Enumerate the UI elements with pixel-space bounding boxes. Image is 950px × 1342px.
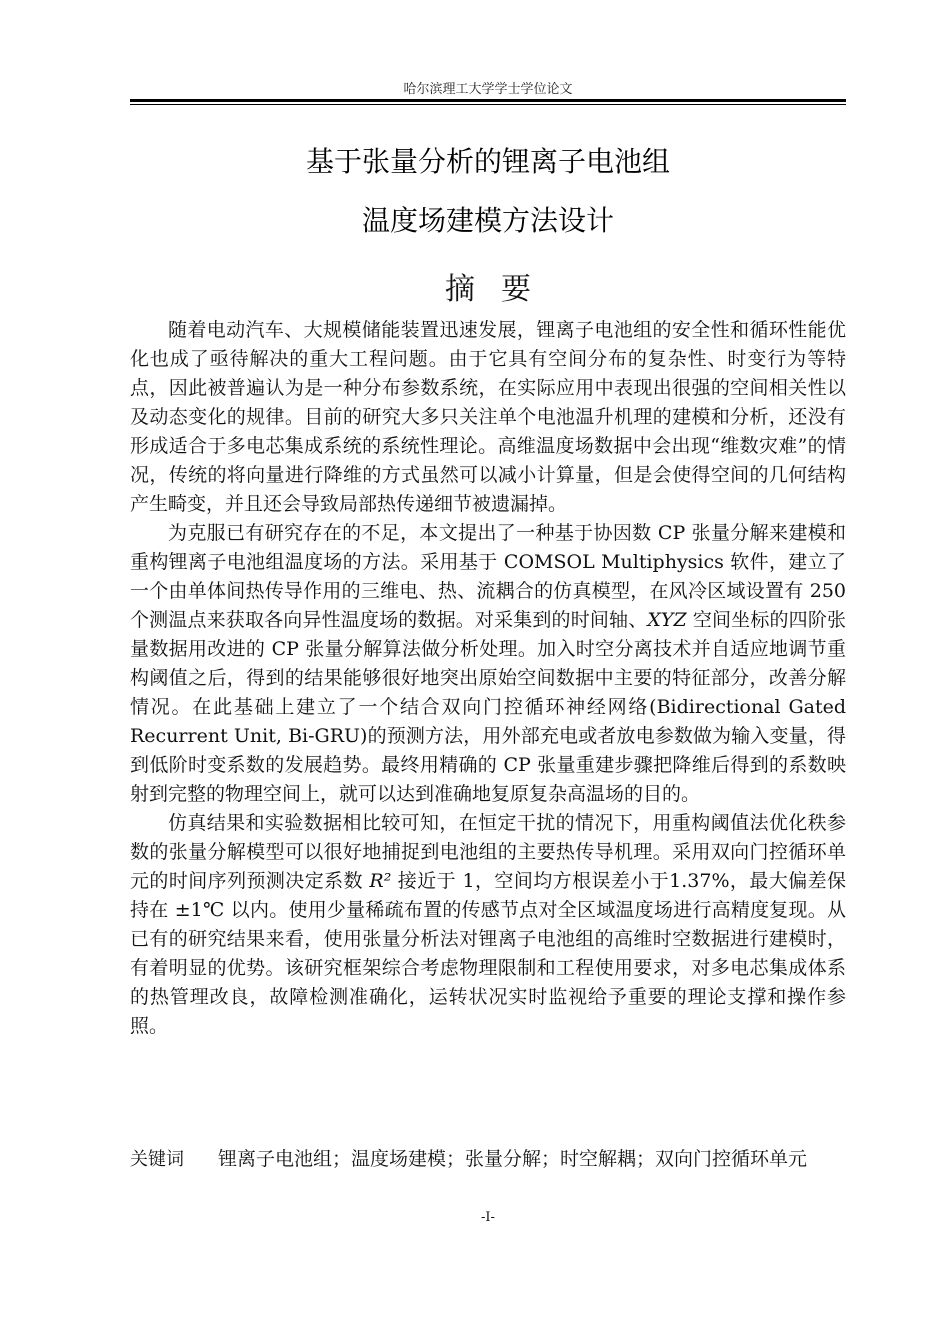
p3-text-d: 以内。使用少量稀疏布置的传感节点对全区域温度场进行高精度复现。从已有的研究结果来看，使用张量分析法对锂离子电池组的高维时空数据进行建模时，有着明显的优势。该研究框架综合考虑物理限制和工程使用要求，对多电芯集成体系的热管理改良，故障检测准确化，运转状况实时监视给予重要的理论支撑和操作参照。 — [130, 899, 846, 1037]
abstract-paragraph-3 — [130, 809, 846, 1041]
p3-text-b: 接近于 1，空间均方根误差小于 — [391, 870, 670, 892]
keywords-text: 锂离子电池组；温度场建模；张量分解；时空解耦；双向门控循环单元 — [218, 1148, 808, 1170]
abstract-heading: 摘要 — [445, 272, 557, 307]
running-header: 哈尔滨理工大学学士学位论文 — [403, 82, 573, 97]
keywords-label: 关键词 — [130, 1149, 184, 1170]
r-squared-math: R² — [369, 870, 392, 892]
abstract-paragraph-2 — [130, 519, 846, 809]
header-rule-thin — [130, 104, 846, 105]
thesis-title-line-2: 温度场建模方法设计 — [361, 204, 614, 237]
thesis-title-line-1: 基于张量分析的锂离子电池组 — [305, 145, 670, 178]
deviation-value: ±1℃ — [174, 899, 225, 921]
abstract-body — [130, 316, 846, 1041]
p3-text-c: ，最大偏差保持在 — [130, 870, 846, 921]
page-number: -I- — [481, 1210, 495, 1225]
p2-text-b: 空间坐标的四阶张量数据用改进的 CP 张量分解算法做分析处理。加入时空分离技术并自适应地调节重构阈值之后，得到的结果能够很好地突出原始空间数据中主要的特征部分，改善分解情况。在此基础上建立了一个结合双向门控循环神经网络(Bidirectional Gated Recurrent Unit, Bi-GRU)的预测方法，用外部充电或者放电参数做为输入变量，得到低阶时变系数的发展趋势。最终用精确的 CP 张量重建步骤把降维后得到的系数映射到完整的物理空间上，就可以达到准确地复原复杂高温场的目的。 — [130, 609, 846, 805]
keywords-block — [130, 1146, 846, 1173]
p3-text-a: 仿真结果和实验数据相比较可知，在恒定干扰的情况下，用重构阈值法优化秩参数的张量分解模型可以很好地捕捉到电池组的主要热传导机理。采用双向门控循环单元的时间序列预测决定系数 — [130, 812, 846, 892]
xyz-math: XYZ — [647, 609, 687, 631]
rmse-value: 1.37% — [669, 870, 730, 892]
abstract-paragraph-1: 随着电动汽车、大规模储能装置迅速发展，锂离子电池组的安全性和循环性能优化也成了亟待解决的重大工程问题。由于它具有空间分布的复杂性、时变行为等特点，因此被普遍认为是一种分布参数系统，在实际应用中表现出很强的空间相关性以及动态变化的规律。目前的研究大多只关注单个电池温升机理的建模和分析，还没有形成适合于多电芯集成系统的系统性理论。高维温度场数据中会出现“维数灾难”的情况，传统的将向量进行降维的方式虽然可以减小计算量，但是会使得空间的几何结构产生畸变，并且还会导致局部热传递细节被遗漏掉。 — [130, 319, 846, 515]
p2-text-a: 为克服已有研究存在的不足，本文提出了一种基于协因数 CP 张量分解来建模和重构锂离子电池组温度场的方法。采用基于 COMSOL Multiphysics 软件，建立了一个由单体间热传导作用的三维电、热、流耦合的仿真模型，在风冷区域设置有 250 个测温点来获取各向异性温度场的数据。对采集到的时间轴、 — [130, 522, 846, 631]
header-rule-thick — [130, 99, 846, 102]
